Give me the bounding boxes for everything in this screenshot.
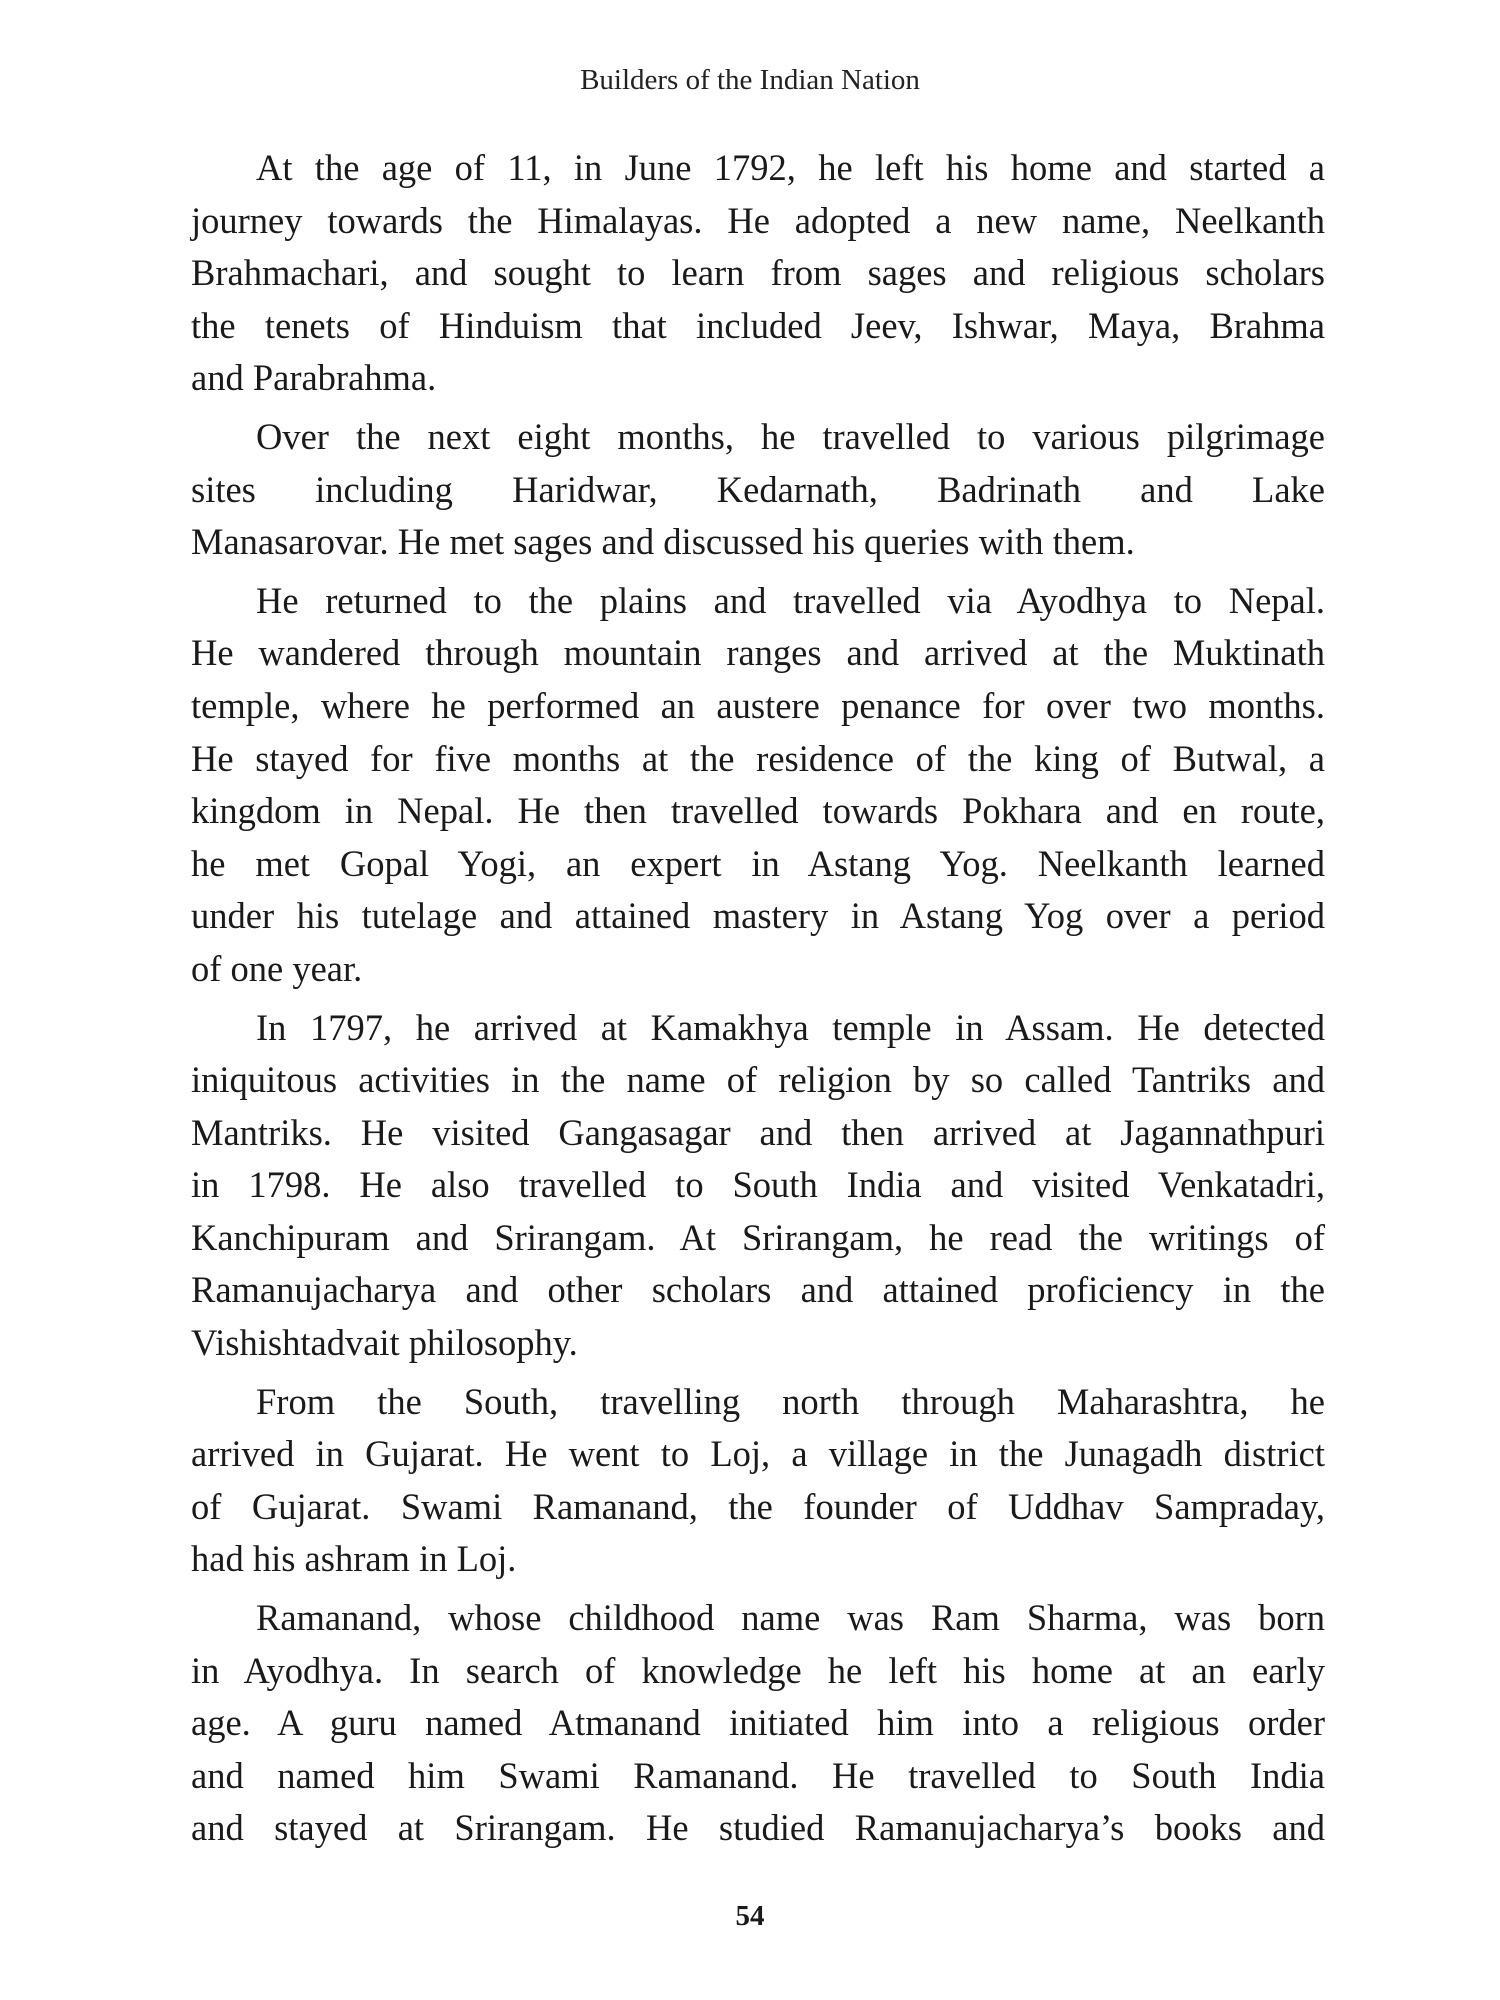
text-line: arrived in Gujarat. He went to Loj, a village in the Junagadh district [191,1433,1325,1475]
text-line: and stayed at Srirangam. He studied Ramanujacharya’s books and [191,1807,1325,1849]
text-line: Over the next eight months, he travelled to various pilgrimage [256,415,1325,457]
text-line: age. A guru named Atmanand initiated him into a religious order [191,1702,1325,1744]
text-line: kingdom in Nepal. He then travelled towards Pokhara and en route, [191,790,1325,832]
paragraph [191,411,1325,569]
text-line: iniquitous activities in the name of religion by so called Tantriks and [191,1059,1325,1101]
text-line: in 1798. He also travelled to South India and visited Venkatadri, [191,1164,1325,1206]
text-line: the tenets of Hinduism that included Jeev, Ishwar, Maya, Brahma [191,304,1325,346]
text-line: He returned to the plains and travelled via Ayodhya to Nepal. [256,579,1325,621]
text-line: Kanchipuram and Srirangam. At Srirangam, he read the writings of [191,1216,1325,1258]
text-line: in Ayodhya. In search of knowledge he left his home at an early [191,1649,1325,1691]
text-line: had his ashram in Loj. [191,1538,517,1580]
paragraph [191,1002,1325,1370]
text-line: and Parabrahma. [191,357,437,399]
text-line: Ramanujacharya and other scholars and attained proficiency in the [191,1269,1325,1311]
text-line: and named him Swami Ramanand. He travelled to South India [191,1754,1325,1796]
paragraph [191,1376,1325,1586]
paragraph [191,142,1325,405]
text-line: of one year. [191,947,363,989]
text-line: He stayed for five months at the residence of the king of Butwal, a [191,737,1325,779]
text-line: Mantriks. He visited Gangasagar and then arrived at Jagannathpuri [191,1111,1325,1153]
text-line: under his tutelage and attained mastery in Astang Yog over a period [191,895,1325,937]
text-line: Vishishtadvait philosophy. [191,1322,578,1364]
paragraph [191,1592,1325,1855]
body-text [191,142,1325,1861]
text-line: From the South, travelling north through Maharashtra, he [256,1380,1325,1422]
page-number: 54 [735,1900,765,1932]
text-line: temple, where he performed an austere penance for over two months. [191,684,1325,726]
running-head: Builders of the Indian Nation [580,64,920,96]
text-line: At the age of 11, in June 1792, he left his home and started a [256,147,1325,188]
paragraph [191,575,1325,996]
text-line: of Gujarat. Swami Ramanand, the founder of Uddhav Sampraday, [191,1485,1325,1527]
text-line: In 1797, he arrived at Kamakhya temple in Assam. He detected [256,1006,1325,1048]
text-line: Manasarovar. He met sages and discussed his queries with them. [191,521,1135,563]
text-line: journey towards the Himalayas. He adopted a new name, Neelkanth [191,199,1325,241]
text-line: he met Gopal Yogi, an expert in Astang Yog. Neelkanth learned [191,842,1325,884]
text-line: sites including Haridwar, Kedarnath, Badrinath and Lake [191,468,1325,510]
text-line: Ramanand, whose childhood name was Ram Sharma, was born [256,1597,1325,1639]
text-line: Brahmachari, and sought to learn from sages and religious scholars [191,252,1325,294]
text-line: He wandered through mountain ranges and arrived at the Muktinath [191,632,1325,674]
